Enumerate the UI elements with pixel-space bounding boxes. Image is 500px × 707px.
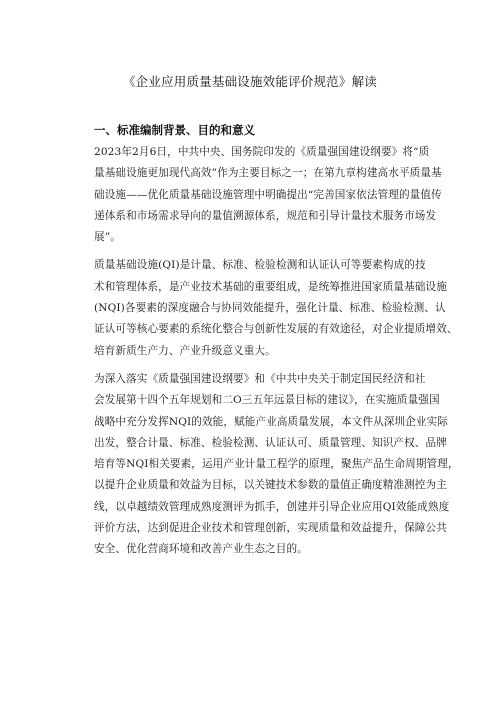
body-paragraph bbox=[94, 369, 459, 561]
paragraph-line: 证认可等核心要素的系统化整合与创新性发展的有效途径，对企业提质增效、 bbox=[94, 323, 458, 336]
paragraph-line: 为深入落实《质量强国建设纲要》和《中共中央关于制定国民经济和社 bbox=[94, 372, 426, 385]
paragraph-line: 安全、优化营商环境和改善产业生态之目的。 bbox=[94, 543, 308, 556]
body-paragraph bbox=[94, 255, 458, 361]
paragraph-line: 2023年2月6日，中共中央、国务院印发的《质量强国建设纲要》将“质 bbox=[94, 146, 430, 158]
paragraph-line: 术和管理体系，是产业技术基础的重要组成，是统筹推进国家质量基础设施 bbox=[94, 280, 447, 293]
document-title: 《企业应用质量基础设施效能评价规范》解读 bbox=[122, 74, 377, 89]
paragraph-line: 出发，整合计量、标准、检验检测、认证认可、质量管理、知识产权、品牌 bbox=[94, 436, 447, 449]
paragraph-line: 培育新质生产力、产业升级意义重大。 bbox=[94, 344, 276, 357]
section-heading: 一、标准编制背景、目的和意义 bbox=[94, 123, 255, 137]
paragraph-line: 培育等NQI相关要素，运用产业计量工程学的原理，聚焦产品生命周期管理， bbox=[94, 458, 459, 471]
document-body bbox=[94, 142, 459, 568]
paragraph-line: (NQI)各要素的深度融合与协同效能提升，强化计量、标准、检验检测、认 bbox=[94, 302, 446, 315]
paragraph-line: 展”。 bbox=[94, 231, 121, 244]
paragraph-line: 线，以卓越绩效管理成熟度测评为抓手，创建并引导企业应用QI效能成熟度 bbox=[94, 500, 450, 513]
paragraph-line: 质量基础设施(QI)是计量、标准、检验检测和认证认可等要素构成的技 bbox=[94, 259, 426, 272]
paragraph-line: 战略中充分发挥NQI的效能，赋能产业高质量发展，本文件从深圳企业实际 bbox=[94, 415, 448, 428]
paragraph-line: 评价方法，达到促进企业技术和管理创新，实现质量和效益提升，保障公共 bbox=[94, 522, 447, 535]
paragraph-line: 础设施——优化质量基础设施管理中明确提出“完善国家依法管理的量值传 bbox=[94, 188, 442, 201]
paragraph-line: 量基础设施更加现代高效”作为主要目标之一；在第九章构建高水平质量基 bbox=[94, 167, 442, 180]
paragraph-line: 会发展第十四个五年规划和二O三五年远景目标的建议》，在实施质量强国 bbox=[94, 394, 440, 407]
paragraph-line: 递体系和市场需求导向的量值溯源体系，规范和引导计量技术服务市场发 bbox=[94, 209, 437, 222]
body-paragraph bbox=[94, 142, 442, 248]
paragraph-line: 以提升企业质量和效益为目标，以关键技术参数的量值正确度精准测控为主 bbox=[94, 479, 447, 492]
